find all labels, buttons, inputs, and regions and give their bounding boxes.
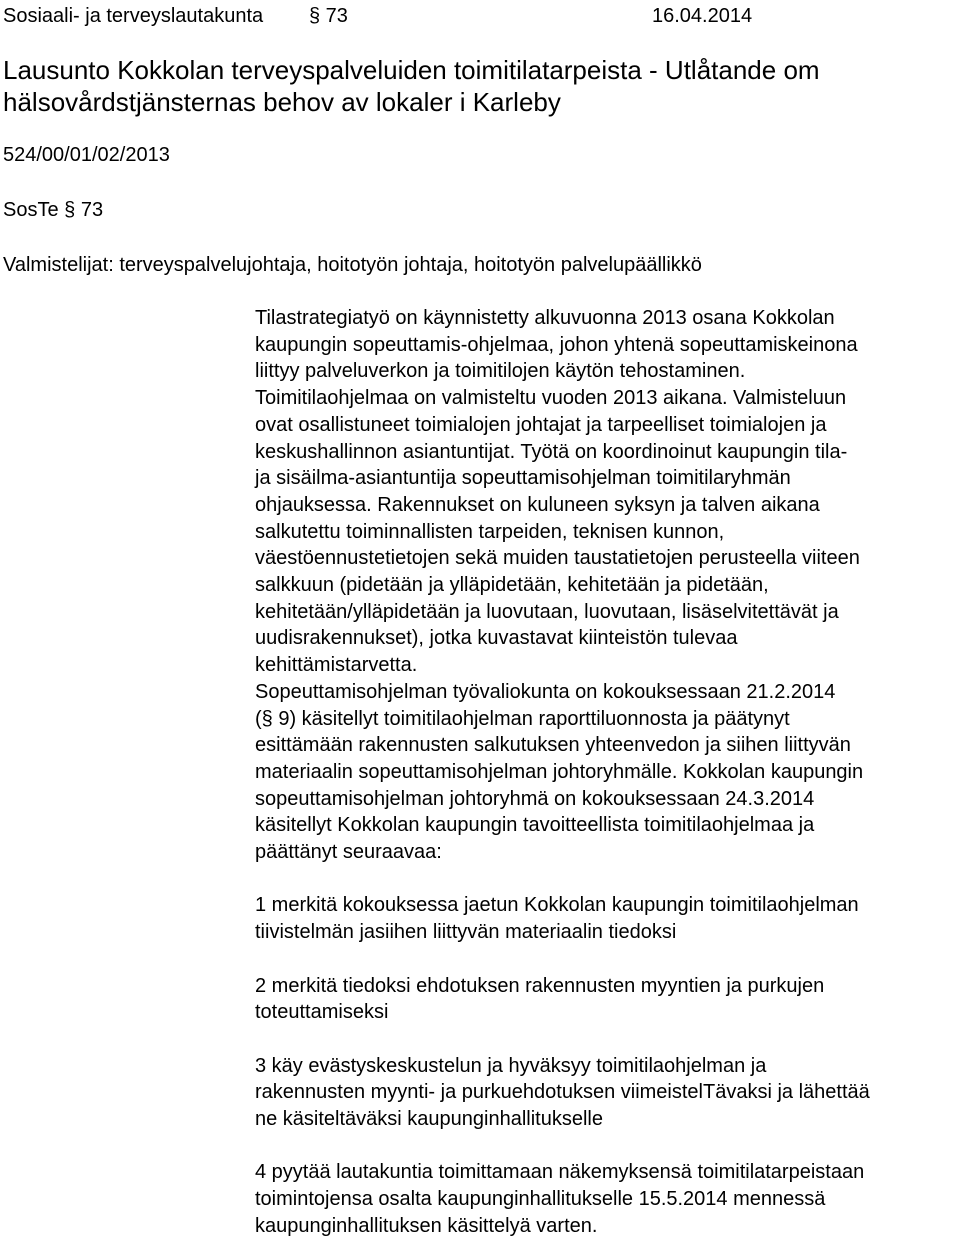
body-line: Sopeuttamisohjelman työvaliokunta on kokouksessaan 21.2.2014 <box>255 680 836 703</box>
decision-line: kaupunginhallituksen käsittelyä varten. <box>255 1214 598 1237</box>
body-line: väestöennustetietojen sekä muiden taustatietojen perusteella viiteen <box>255 547 860 570</box>
decision-line: toteuttamiseksi <box>255 1001 389 1024</box>
paragraph-gap <box>255 946 955 973</box>
decision-line: 3 käy evästyskeskustelun ja hyväksyy toimitilaohjelman ja <box>255 1054 767 1077</box>
document-title-line: Lausunto Kokkolan terveyspalveluiden toimitilatarpeista - Utlåtande om <box>3 55 820 85</box>
body-line: salkkuun (pidetään ja ylläpidetään, kehitetään ja pidetään, <box>255 574 769 597</box>
body-line: kehitetään/ylläpidetään ja luovutaan, luovutaan, lisäselvitettävät ja <box>255 600 839 623</box>
body-line: Toimitilaohjelmaa on valmisteltu vuoden 2013 aikana. Valmisteluun <box>255 387 847 410</box>
decision-line: toimintojensa osalta kaupunginhallitukselle 15.5.2014 mennessä <box>255 1188 826 1211</box>
body-line: materiaalin sopeuttamisohjelman johtoryhmälle. Kokkolan kaupungin <box>255 760 864 783</box>
preparers-line: Valmistelijat: terveyspalvelujohtaja, hoitotyön johtaja, hoitotyön palvelupäällikkö <box>3 254 702 276</box>
body-line: uudisrakennukset), jotka kuvastavat kiinteistön tulevaa <box>255 627 738 650</box>
paragraph-gap <box>255 1133 955 1160</box>
decision-item-4 <box>255 1159 955 1239</box>
decision-item-2 <box>255 973 955 1026</box>
body-line: Tilastrategiatyö on käynnistetty alkuvuonna 2013 osana Kokkolan <box>255 307 835 329</box>
body-line: sopeuttamisohjelman johtoryhmä on kokouksessaan 24.3.2014 <box>255 787 815 810</box>
document-title <box>3 54 953 118</box>
body-line: esittämään rakennusten salkutuksen yhteenvedon ja siihen liittyvän <box>255 734 851 757</box>
body-line: ohjauksessa. Rakennukset on kuluneen syksyn ja talven aikana <box>255 493 820 516</box>
diary-number: 524/00/01/02/2013 <box>3 144 170 166</box>
body-line: ovat osallistuneet toimialojen johtajat ja tarpeelliset toimialojen ja <box>255 413 827 436</box>
body-line: kehittämistarvetta. <box>255 654 418 677</box>
decision-item-3 <box>255 1053 955 1133</box>
decision-line: 4 pyytää lautakuntia toimittamaan näkemyksensä toimitilatarpeistaan <box>255 1161 865 1184</box>
decision-line: rakennusten myynti- ja purkuehdotuksen viimeistelTävaksi ja lähettää <box>255 1081 870 1104</box>
decision-line: 1 merkitä kokouksessa jaetun Kokkolan kaupungin toimitilaohjelman <box>255 894 859 917</box>
committee-name: Sosiaali- ja terveyslautakunta <box>3 5 264 27</box>
section-reference: SosTe § 73 <box>3 199 104 221</box>
meeting-date: 16.04.2014 <box>652 5 753 27</box>
body-paragraph <box>255 305 955 866</box>
body-line: liittyy palveluverkon ja toimitilojen käytön tehostaminen. <box>255 360 746 383</box>
body-line: keskushallinnon asiantuntijat. Työtä on koordinoinut kaupungin tila- <box>255 440 848 463</box>
page-header <box>3 3 953 29</box>
decision-line: ne käsiteltäväksi kaupunginhallitukselle <box>255 1108 603 1131</box>
document-body <box>255 305 955 1240</box>
section-number: § 73 <box>309 5 348 27</box>
decision-line: tiivistelmän jasiihen liittyvän materiaalin tiedoksi <box>255 921 677 944</box>
body-line: ja sisäilma-asiantuntija sopeuttamisohjelman toimitilaryhmän <box>255 467 791 490</box>
document-title-line: hälsovårdstjänsternas behov av lokaler i Karleby <box>3 87 561 117</box>
body-line: käsitellyt Kokkolan kaupungin tavoitteellista toimitilaohjelmaa ja <box>255 814 815 837</box>
paragraph-gap <box>255 1026 955 1053</box>
body-line: (§ 9) käsitellyt toimitilaohjelman raporttiluonnosta ja päätynyt <box>255 707 790 730</box>
body-line: päättänyt seuraavaa: <box>255 841 442 864</box>
paragraph-gap <box>255 866 955 893</box>
decision-item-1 <box>255 892 955 945</box>
body-line: kaupungin sopeuttamis-ohjelmaa, johon yhtenä sopeuttamiskeinona <box>255 333 858 356</box>
body-line: salkutettu toiminnallisten tarpeiden, teknisen kunnon, <box>255 520 725 543</box>
decision-line: 2 merkitä tiedoksi ehdotuksen rakennusten myyntien ja purkujen <box>255 974 825 997</box>
